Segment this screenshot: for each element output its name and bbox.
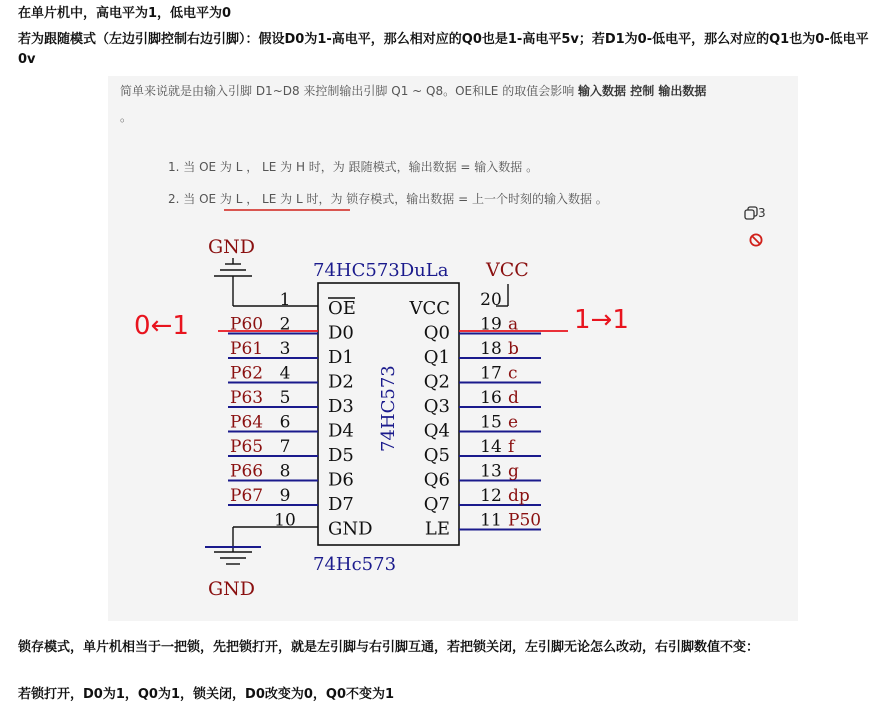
pin-number: 6 xyxy=(279,412,291,433)
chip-label-top: 74HC573DuLa xyxy=(313,260,449,281)
intro-period: 。 xyxy=(120,110,133,124)
intro-plain: 简单来说就是由输入引脚 D1~D8 来控制输出引脚 Q1 ~ Q8。OE和LE 的取值会影响 xyxy=(120,84,579,98)
footer-line-2: 若锁打开，D0为1，Q0为1，锁关闭，D0改变为0，Q0不变为1 xyxy=(18,687,395,702)
gnd-top-label: GND xyxy=(208,236,256,258)
net-label: e xyxy=(508,412,519,433)
pin-number: 13 xyxy=(480,461,502,482)
intro-bold: 输入数据 控制 输出数据 xyxy=(578,84,707,98)
pin-name: GND xyxy=(328,518,373,540)
gnd-bottom-symbol xyxy=(214,527,318,564)
pin-name: Q2 xyxy=(423,371,450,393)
pin-name: Q5 xyxy=(423,445,450,466)
net-label: dp xyxy=(508,486,530,506)
list-item-follow-mode: 1. 当 OE 为 L ， LE 为 H 时，为 跟随模式，输出数据 = 输入数据 。 xyxy=(168,160,539,174)
net-label: a xyxy=(508,314,519,335)
net-label: d xyxy=(508,388,519,408)
pin-name: Q4 xyxy=(423,420,450,442)
net-label: P67 xyxy=(230,486,264,506)
pin-number: 10 xyxy=(274,510,296,531)
net-label: P66 xyxy=(230,461,264,482)
annotation-right: 1→1 xyxy=(574,305,629,335)
pin-number: 7 xyxy=(279,437,291,457)
net-label: P62 xyxy=(230,363,264,384)
pin-number: 16 xyxy=(480,388,502,408)
net-label: P61 xyxy=(230,339,264,359)
annotation-left: 0←1 xyxy=(134,311,189,341)
net-label: b xyxy=(508,339,519,359)
pin-number: 11 xyxy=(480,510,502,531)
net-label: P64 xyxy=(230,412,264,433)
vcc-label: VCC xyxy=(486,259,529,281)
pin-number: 4 xyxy=(279,363,291,384)
net-label: f xyxy=(508,437,515,457)
pin-name: D4 xyxy=(328,420,354,442)
pin-name: D0 xyxy=(328,322,354,344)
net-label: P50 xyxy=(508,510,542,531)
pin-name: Q0 xyxy=(423,322,450,344)
net-label: c xyxy=(508,363,518,384)
pin-name: D3 xyxy=(328,396,354,417)
net-label: g xyxy=(508,461,519,482)
net-label: P60 xyxy=(230,314,264,335)
pin-name: D5 xyxy=(328,445,354,466)
gnd-top-symbol xyxy=(214,258,318,306)
right-pins xyxy=(408,290,541,540)
pin-number: 3 xyxy=(279,339,291,359)
note-line-2: 若为跟随模式（左边引脚控制右边引脚）：假设D0为1-高电平，那么相对应的Q0也是1-高电平5v；若D1为0-低电平，那么对应的Q1也为0-低电平0v xyxy=(18,32,869,67)
pin-number: 9 xyxy=(279,486,291,506)
pin-name: D2 xyxy=(328,371,354,393)
pin-number: 1 xyxy=(279,290,291,310)
pin-number: 5 xyxy=(279,388,291,408)
pin-number: 2 xyxy=(279,314,291,335)
pin-number: 18 xyxy=(480,339,502,359)
net-label: P65 xyxy=(230,437,264,457)
pin-name: OE xyxy=(328,298,356,319)
pin-number: 12 xyxy=(480,486,502,506)
pin-name: D6 xyxy=(328,469,354,491)
pin-name: VCC xyxy=(409,298,450,319)
pin-name: LE xyxy=(424,518,450,540)
gnd-bottom-label: GND xyxy=(208,578,256,600)
chip-label-bottom: 74Hc573 xyxy=(313,554,397,575)
net-label: P63 xyxy=(230,388,264,408)
copy-count: 3 xyxy=(758,206,766,220)
left-pins xyxy=(228,290,373,540)
footer-line-1: 锁存模式，单片机相当于一把锁，先把锁打开，就是左引脚与右引脚互通，若把锁关闭，左引脚无论怎么改动，右引脚数值不变： xyxy=(18,640,760,655)
left-pin-10 xyxy=(274,511,372,540)
pin-number: 19 xyxy=(480,314,502,335)
chip-center-label: 74HC573 xyxy=(378,365,399,452)
pin-name: D7 xyxy=(328,494,354,515)
pin-number: 17 xyxy=(480,363,502,384)
pin-name: D1 xyxy=(328,347,354,368)
pin-number: 20 xyxy=(480,290,502,310)
pin-name: Q1 xyxy=(423,347,450,368)
note-line-1: 在单片机中，高电平为1，低电平为0 xyxy=(18,6,232,21)
pin-number: 8 xyxy=(279,461,291,482)
pin-number: 14 xyxy=(480,437,502,457)
pin-name: Q7 xyxy=(423,494,450,515)
pin-name: Q3 xyxy=(423,396,450,417)
pin-name: Q6 xyxy=(423,469,450,491)
list-item-latch-mode: 2. 当 OE 为 L ， LE 为 L 时，为 锁存模式，输出数据 = 上一个时刻的输入数据 。 xyxy=(168,192,608,206)
pin-number: 15 xyxy=(480,412,502,433)
